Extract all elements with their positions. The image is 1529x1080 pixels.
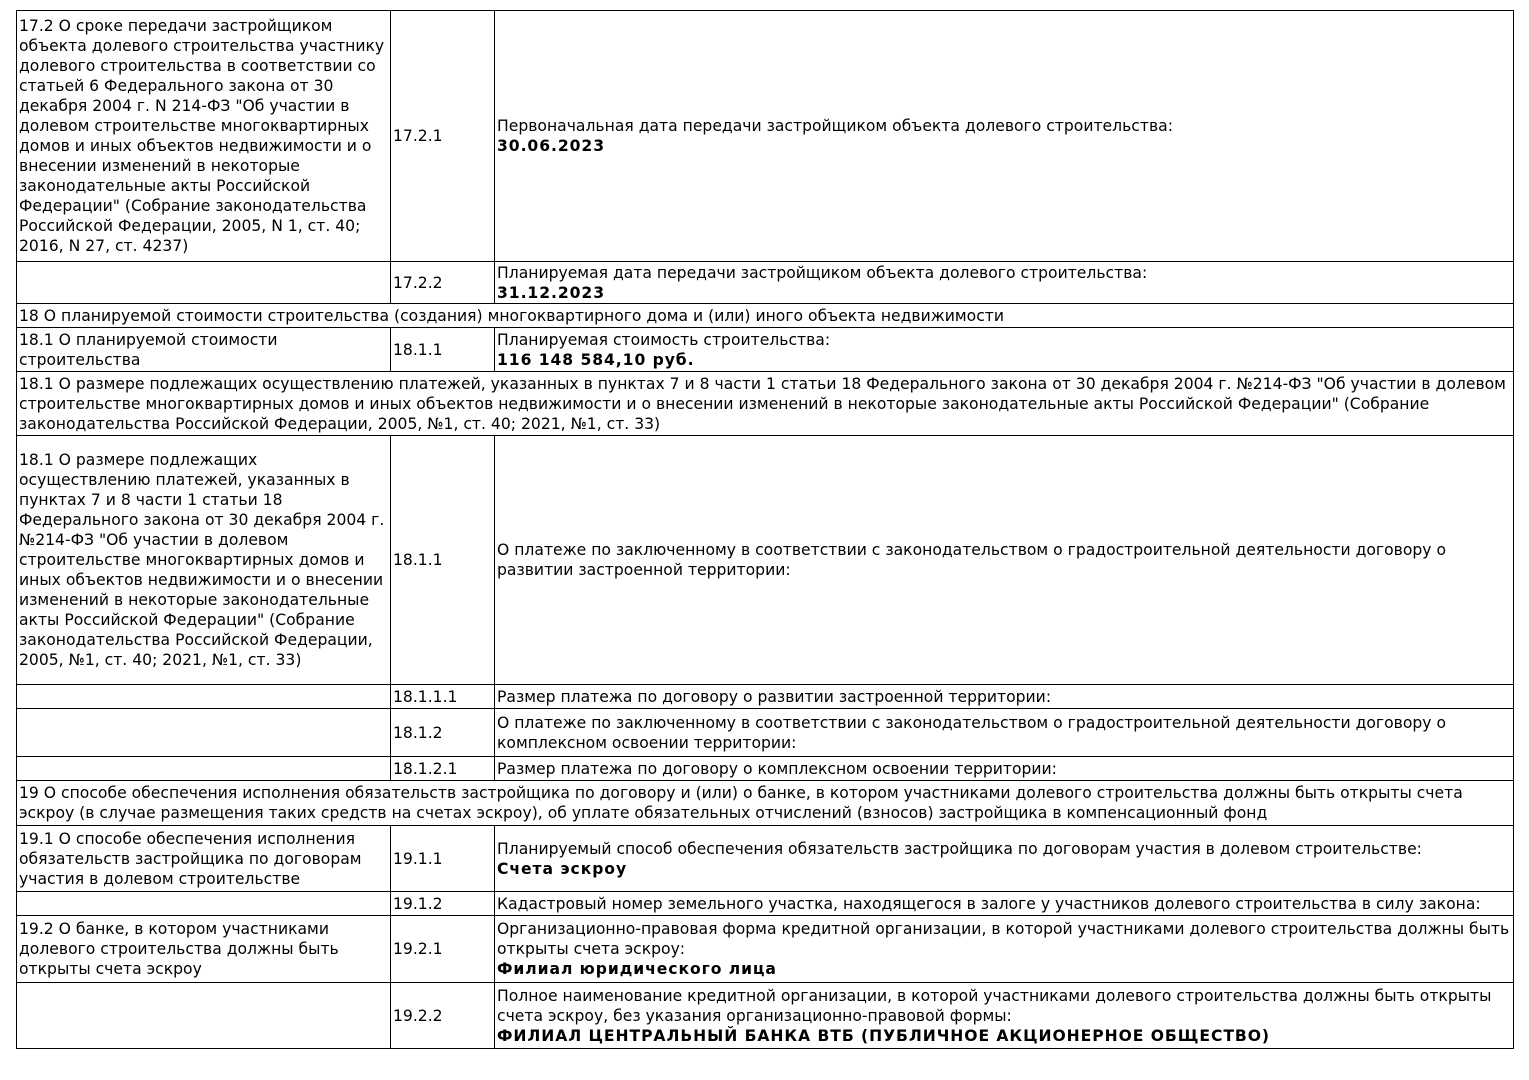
table-row <box>17 262 1514 304</box>
section-cell: 19.2 О банке, в котором участниками долевого строительства должны быть открыты счета эскроу <box>17 916 391 983</box>
item-value: 116 148 584,10 руб. <box>497 350 695 369</box>
section-cell <box>17 757 391 781</box>
table-row <box>17 916 1514 983</box>
item-value: 30.06.2023 <box>497 137 606 155</box>
item-label: Первоначальная дата передачи застройщиком объекта долевого строительства: <box>497 117 1173 135</box>
section-cell: 19.1 О способе обеспечения исполнения обязательств застройщика по договорам участия в долевом строительстве <box>17 826 391 892</box>
item-content <box>495 983 1514 1049</box>
table-row <box>17 709 1514 757</box>
section-cell: 17.2 О сроке передачи застройщиком объекта долевого строительства участнику долевого строительства в соответствии со статьей 6 Федерального закона от 30 декабря 2004 г. N 214-ФЗ "Об участии в долевом строительстве многоквартирных домов и иных объектов недвижимости и о внесении изменений в некоторые законодательные акты Российской Федерации" (Собрание законодательства Российской Федерации, 2005, N 1, ст. 40; 2016, N 27, ст. 4237) <box>17 11 391 262</box>
item-content <box>495 328 1514 372</box>
item-content <box>495 11 1514 262</box>
item-content <box>495 262 1514 304</box>
item-code: 18.1.2 <box>391 709 495 757</box>
table-row <box>17 892 1514 916</box>
item-value: ФИЛИАЛ ЦЕНТРАЛЬНЫЙ БАНКА ВТБ (ПУБЛИЧНОЕ АКЦИОНЕРНОЕ ОБЩЕСТВО) <box>497 1026 1270 1045</box>
item-value: Филиал юридического лица <box>497 960 777 978</box>
item-label: О платеже по заключенному в соответствии с законодательством о градостроительной деятельности договору о комплексном освоении территории: <box>495 709 1514 757</box>
item-value: 31.12.2023 <box>497 283 606 302</box>
item-code: 18.1.1 <box>391 328 495 372</box>
item-code: 18.1.1.1 <box>391 685 495 709</box>
table-row <box>17 11 1514 262</box>
section-cell <box>17 685 391 709</box>
table-row <box>17 826 1514 892</box>
item-label: Планируемый способ обеспечения обязательств застройщика по договорам участия в долевом строительстве: <box>497 839 1422 858</box>
item-code: 18.1.2.1 <box>391 757 495 781</box>
table-row <box>17 757 1514 781</box>
section-heading: 18 О планируемой стоимости строительства (создания) многоквартирного дома и (или) иного объекта недвижимости <box>17 304 1514 328</box>
section-cell <box>17 709 391 757</box>
item-code: 19.2.1 <box>391 916 495 983</box>
item-label: Планируемая стоимость строительства: <box>497 330 831 349</box>
item-code: 17.2.2 <box>391 262 495 304</box>
item-label: Планируемая дата передачи застройщиком объекта долевого строительства: <box>497 263 1148 282</box>
table-row <box>17 328 1514 372</box>
section-cell <box>17 892 391 916</box>
table-row <box>17 436 1514 685</box>
item-code: 19.1.1 <box>391 826 495 892</box>
item-code: 19.1.2 <box>391 892 495 916</box>
item-code: 19.2.2 <box>391 983 495 1049</box>
item-code: 18.1.1 <box>391 436 495 685</box>
section-heading-row <box>17 304 1514 328</box>
item-content <box>495 826 1514 892</box>
item-code: 17.2.1 <box>391 11 495 262</box>
item-content <box>495 436 1514 685</box>
section-cell: 18.1 О планируемой стоимости строительства <box>17 328 391 372</box>
section-cell <box>17 983 391 1049</box>
item-label: О платеже по заключенному в соответствии с законодательством о градостроительной деятельности договору о развитии застроенной территории: <box>497 541 1446 579</box>
item-label: Полное наименование кредитной организации, в которой участниками долевого строительства должны быть открыты счета эскроу, без указания организационно-правовой формы: <box>497 986 1492 1025</box>
section-heading-row <box>17 372 1514 436</box>
table-row <box>17 685 1514 709</box>
section-cell: 18.1 О размере подлежащих осуществлению платежей, указанных в пунктах 7 и 8 части 1 статьи 18 Федерального закона от 30 декабря 2004 г. №214-ФЗ "Об участии в долевом строительстве многоквартирных домов и иных объектов недвижимости и о внесении изменений в некоторые законодательные акты Российской Федерации" (Собрание законодательства Российской Федерации, 2005, №1, ст. 40; 2021, №1, ст. 33) <box>17 436 391 685</box>
declaration-table <box>16 10 1514 1049</box>
section-heading: 19 О способе обеспечения исполнения обязательств застройщика по договору и (или) о банке, в котором участниками долевого строительства должны быть открыты счета эскроу (в случае размещения таких средств на счетах эскроу), об уплате обязательных отчислений (взносов) застройщика в компенсационный фонд <box>17 781 1514 826</box>
item-value: Счета эскроу <box>497 859 628 878</box>
item-label: Кадастровый номер земельного участка, находящегося в залоге у участников долевого строительства в силу закона: <box>495 892 1514 916</box>
table-row <box>17 983 1514 1049</box>
item-label: Размер платежа по договору о комплексном освоении территории: <box>495 757 1514 781</box>
section-heading: 18.1 О размере подлежащих осуществлению платежей, указанных в пунктах 7 и 8 части 1 статьи 18 Федерального закона от 30 декабря 2004 г. №214-ФЗ "Об участии в долевом строительстве многоквартирных домов и иных объектов недвижимости и о внесении изменений в некоторые законодательные акты Российской Федерации" (Собрание законодательства Российской Федерации, 2005, №1, ст. 40; 2021, №1, ст. 33) <box>17 372 1514 436</box>
item-content <box>495 916 1514 983</box>
section-heading-row <box>17 781 1514 826</box>
item-label: Размер платежа по договору о развитии застроенной территории: <box>495 685 1514 709</box>
item-label: Организационно-правовая форма кредитной организации, в которой участниками долевого строительства должны быть открыты счета эскроу: <box>497 920 1510 958</box>
section-cell <box>17 262 391 304</box>
